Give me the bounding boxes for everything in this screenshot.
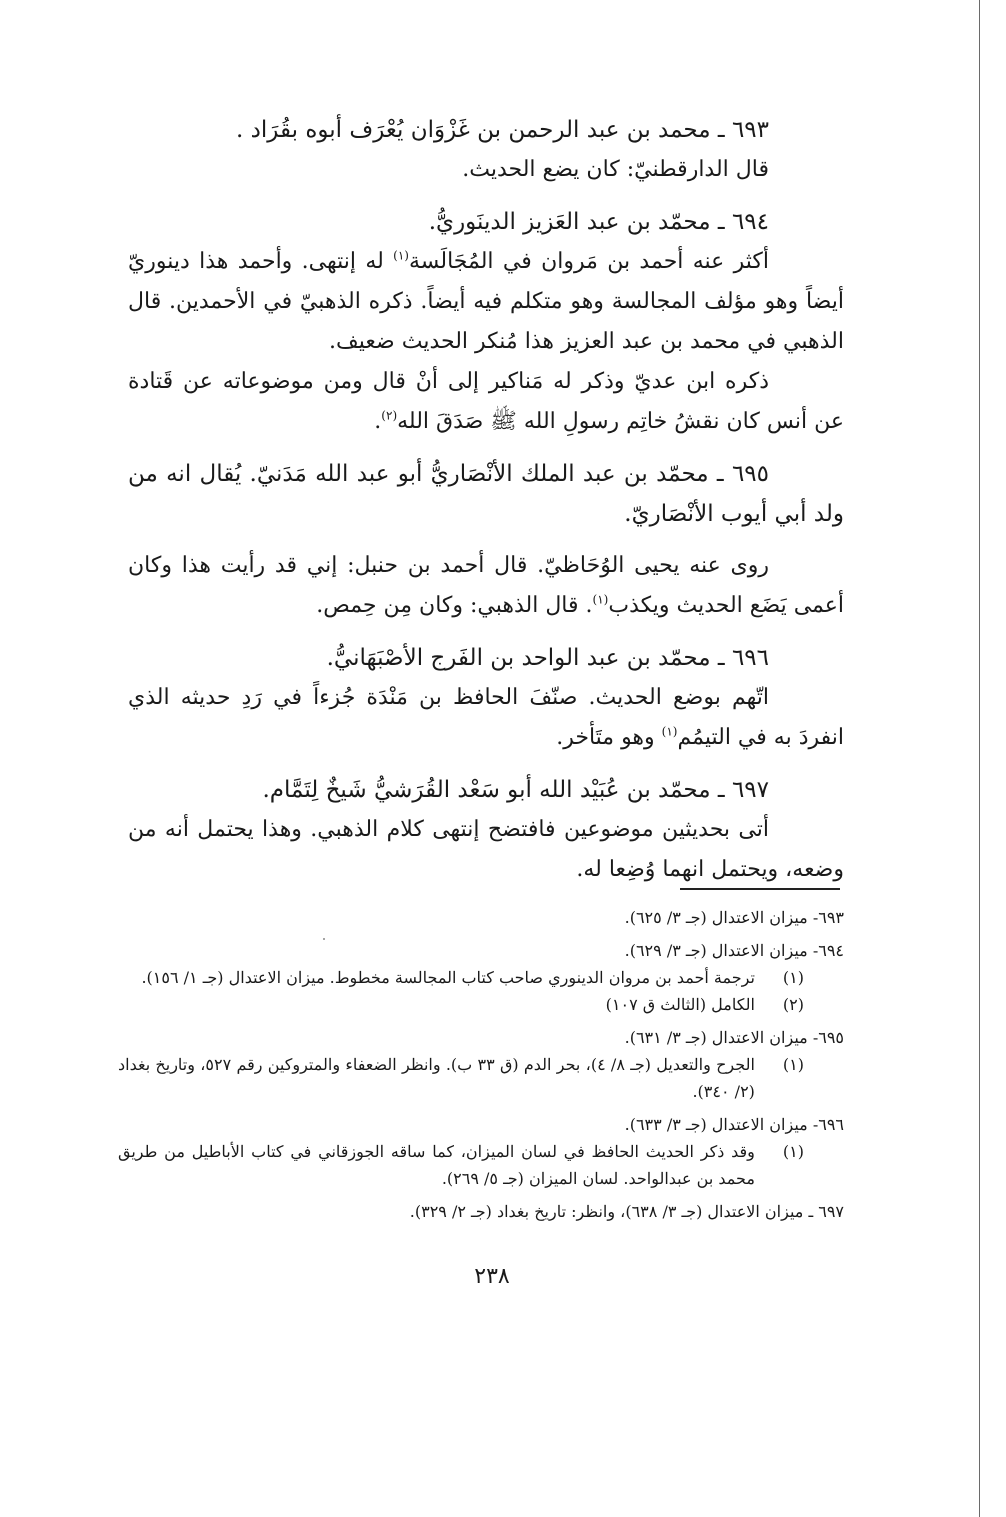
footnote-ref: (١) (592, 592, 609, 607)
footnote-group (118, 1111, 844, 1192)
entry-paragraph: اتّهم بوضع الحديث. صنّفَ الحافظ بن مَنْدَة جُزءاً في رَدِ حديثه الذي انفردَ به في التيمُم$^{(١)}$ وهو متَأخر. (128, 685, 844, 750)
entry-paragraph: أكثر عنه أحمد بن مَروان في المُجَالَسة$^{(١)}$ له إنتهى. وأحمد هذا دينوريّ أيضاً وهو مؤلف المجالسة وهو متكلم فيه أيضاً. ذكره الذهبيّ في الأحمدين. قال الذهبي في محمد بن عبد العزيز هذا مُنكر الحديث ضعيف. (128, 248, 844, 354)
footnote-item: (١) وقد ذكر الحديث الحافظ في لسان الميزان، كما ساقه الجوزقاني في كتاب الأباطيل من طريق محمد بن عبدالواحد. لسان الميزان (جـ ٥/ ٢٦٩). (118, 1142, 804, 1188)
entry-paragraph: أتى بحديثين موضوعين فافتضح إنتهى كلام الذهبي. وهذا يحتمل أنه من وضعه، ويحتمل انهما وُضِعا له. (128, 817, 844, 882)
footnote-ref: (١) (393, 248, 409, 263)
page-edge-line (979, 0, 980, 1517)
entry-title: ٦٩٣ ـ محمد بن عبد الرحمن بن غَزْوَان يُعْرَف أبوه بقُرَاد . (236, 117, 769, 143)
footnotes (118, 904, 844, 1231)
footnote-item: (١) ترجمة أحمد بن مروان الدينوري صاحب كتاب المجالسة مخطوط. ميزان الاعتدال (جـ ١/ ١٥٦). (141, 968, 804, 987)
page-number: ٢٣٨ (474, 1264, 510, 1289)
footnote-group (118, 904, 844, 931)
footnote-source: ٦٩٥- ميزان الاعتدال (جـ ٣/ ٦٣١). (624, 1028, 844, 1047)
entry-title: ٦٩٥ ـ محمّد بن عبد الملك الأنْصَاريُّ أبو عبد الله مَدَنيّ. يُقال انه من ولد أبي أيوب الأنْصَاريّ. (128, 461, 844, 527)
main-text (128, 110, 844, 890)
footnote-source: ٦٩٣- ميزان الاعتدال (جـ ٣/ ٦٢٥). (624, 908, 844, 927)
footnote-group (118, 1198, 844, 1225)
footnote-source: ٦٩٧ ـ ميزان الاعتدال (جـ ٣/ ٦٣٨)، وانظر: تاريخ بغداد (جـ ٢/ ٣٢٩). (409, 1202, 844, 1221)
entry-title: ٦٩٧ ـ محمّد بن عُبَيْد الله أبو سَعْد القُرَشيُّ شَيخٌ لِتَمَّام. (262, 777, 769, 803)
footnote-ref: (٢) (381, 408, 398, 423)
entry-title: ٦٩٤ ـ محمّد بن عبد العَزيز الدينَوريُّ. (428, 209, 769, 235)
footnote-separator (680, 888, 840, 890)
entry-paragraph: روى عنه يحيى الوُحَاظيّ. قال أحمد بن حنبل: إني قد رأيت هذا وكان أعمى يَضَع الحديث ويكذب$^{(١)}$. قال الذهبي: وكان مِن حِمص. (128, 553, 844, 618)
footnote-source: ٦٩٦- ميزان الاعتدال (جـ ٣/ ٦٣٣). (624, 1115, 844, 1134)
footnote-group (118, 1024, 844, 1105)
entry-title: ٦٩٦ ـ محمّد بن عبد الواحد بن الفَرج الأصْبَهَانيُّ. (326, 645, 769, 671)
footnote-source: ٦٩٤- ميزان الاعتدال (جـ ٣/ ٦٢٩). (624, 941, 844, 960)
footnote-group (118, 937, 844, 1018)
footnote-item: (١) الجرح والتعديل (جـ ٨/ ٤)، بحر الدم (ق ٣٣ ب). وانظر الضعفاء والمتروكين رقم ٥٢٧، وتاريخ بغداد (٢/ ٣٤٠). (118, 1055, 804, 1101)
entry-line: قال الدارقطنيّ: كان يضع الحديث. (462, 157, 769, 182)
entry-paragraph: ذكره ابن عديّ وذكر له مَناكير إلى أنْ قال ومن موضوعاته عن قَتادة عن أنس كان نقشُ خاتِم رسولِ الله ﷺ صَدَقَ الله$^{(٢)}$. (128, 369, 844, 434)
footnote-ref: (١) (661, 724, 678, 739)
footnote-item: (٢) الكامل (الثالث ق ١٠٧) (605, 995, 804, 1014)
